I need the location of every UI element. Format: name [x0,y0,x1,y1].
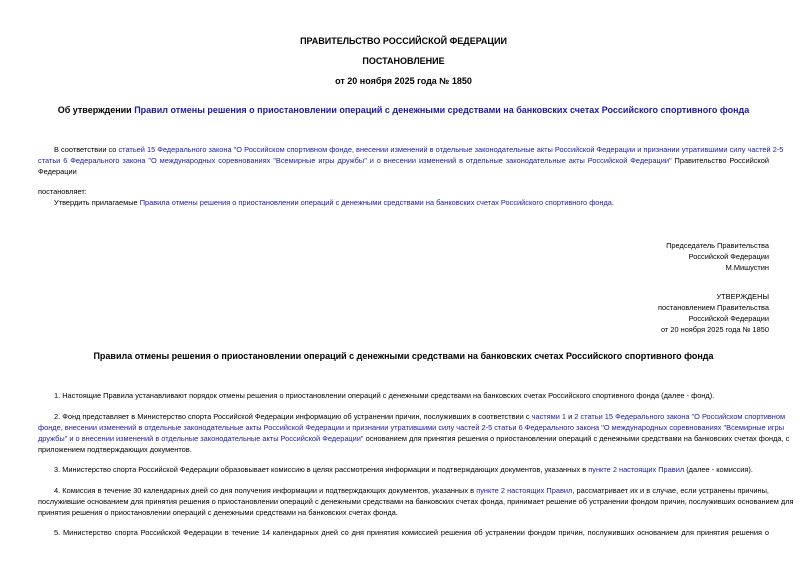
rules-paragraph-2-line-1 [54,412,786,421]
rules-paragraph-2-line-3 [38,434,790,443]
p2-text-2: основанием для принятия решения о приостановлении операций с денежными средствами на банковских счетах фонда, с [363,434,790,443]
preamble-law-link[interactable]: статьей 15 Федерального закона "О Российском спортивном фонде, внесении изменений в отдельные законодательные акты Российской Федерации и признании утратившими силу частей 2-5 [118,145,784,154]
preamble-line-3: Федерации [38,167,77,176]
p4-text: 4. Комиссия в течение 30 календарных дней со дня получения информации и подтверждающих документов, указанных в [54,486,477,495]
signature-position: Председатель Правительства [666,241,769,250]
p2-parts-link[interactable]: частями 1 [531,412,567,421]
p3-text-2: (далее - комиссия). [684,465,753,474]
p4-text-2: , рассматривает их и в случае, если устранены причины, [572,486,769,495]
decree-approve [54,198,614,207]
approved-heading: УТВЕРЖДЕНЫ [716,292,769,301]
rules-title: Правила отмены решения о приостановлении операций с денежными средствами на банковских счетах Российского спортивного фонда [93,351,714,361]
government-heading: ПРАВИТЕЛЬСТВО РОССИЙСКОЙ ФЕДЕРАЦИИ [300,36,507,46]
approved-date: от 20 ноября 2025 года № 1850 [660,325,769,334]
p4-point-link[interactable]: пункте 2 настоящих Правил [476,486,573,495]
title-link[interactable]: Правил отмены решения о приостановлении операций с денежными средствами на банковских счетах Российского спортивного фонда [134,105,750,115]
rules-paragraph-4-line-2 [38,497,794,506]
signature-name: М.Мишустин [725,263,769,272]
document-title [0,105,807,115]
p3-point-link[interactable]: пункте 2 настоящих Правил [588,465,685,474]
p5-line-1-text: 5. Министерство спорта Российской Федерации в течение 14 календарных дней со дня принятия комиссией решения об устранении фондом причин, послуживших основанием для принятия решения о [54,528,769,537]
preamble-text: В соответствии со [54,145,119,154]
decree-word: постановляет: [38,187,87,196]
approved-by: постановлением Правительства [658,303,769,312]
approve-suffix: . [611,198,614,207]
approved-country: Российской Федерации [688,314,769,323]
p3-text: 3. Министерство спорта Российской Федерации образовывает комиссию в целях рассмотрения информации и подтверждающих документов, указанных в [54,465,589,474]
p2-law-link-end[interactable]: дружбы" и о внесении изменений в отдельные законодательные акты Российской Федерации" [38,434,364,443]
rules-paragraph-2-line-2 [38,423,785,432]
document-type: ПОСТАНОВЛЕНИЕ [362,56,445,66]
preamble-law-link-cont[interactable]: статьи 6 Федерального закона "О международных соревнованиях "Всемирные игры дружбы" и о внесении изменений в отдельные законодательные акты Российской Федерации" [38,156,672,165]
preamble-line-2 [38,156,769,165]
preamble-line-1 [54,145,784,154]
p2-law-link-cont[interactable]: фонде, внесении изменений в отдельные законодательные акты Российской Федерации и признании утратившими силу частей 2-5 статьи 6 Федерального закона "О международных соревнованиях "Всемирные игры [38,423,785,432]
signature-country: Российской Федерации [688,252,769,261]
rules-paragraph-4-line-3: принятия решения о приостановлении операций с денежными средствами на банковских счетах фонда. [38,508,398,517]
p2-law-link[interactable]: 2 статьи 15 Федерального закона "О Российском спортивном [574,412,786,421]
preamble-text-2: Правительство Российской [671,156,769,165]
rules-paragraph-4-line-1 [54,486,769,495]
rules-paragraph-2-line-4: приложением подтверждающих документов. [38,445,192,454]
title-prefix: Об утверждении [57,105,135,115]
rules-paragraph-1: 1. Настоящие Правила устанавливают порядок отмены решения о приостановлении операций с денежными средствами на банковских счетах Российского спортивного фонда (далее - фонд). [54,391,715,400]
document-date: от 20 ноября 2025 года № 1850 [335,76,472,86]
rules-paragraph-3 [54,465,753,474]
p2-and: и [566,412,575,421]
p4-line-2-text: послужившие основанием для принятия решения о приостановлении операций с денежными средствами на банковских счетах фонда, принимает решение об устранении фондом причин, послуживших основанием для [38,497,794,506]
approve-rules-link[interactable]: Правила отмены решения о приостановлении операций с денежными средствами на банковских счетах Российского спортивного фонда [139,198,612,207]
approve-prefix: Утвердить прилагаемые [54,198,140,207]
p2-text: 2. Фонд представляет в Министерство спорта Российской Федерации информацию об устранении причин, послуживших в соответствии с [54,412,532,421]
rules-paragraph-5-line-1 [54,528,769,537]
